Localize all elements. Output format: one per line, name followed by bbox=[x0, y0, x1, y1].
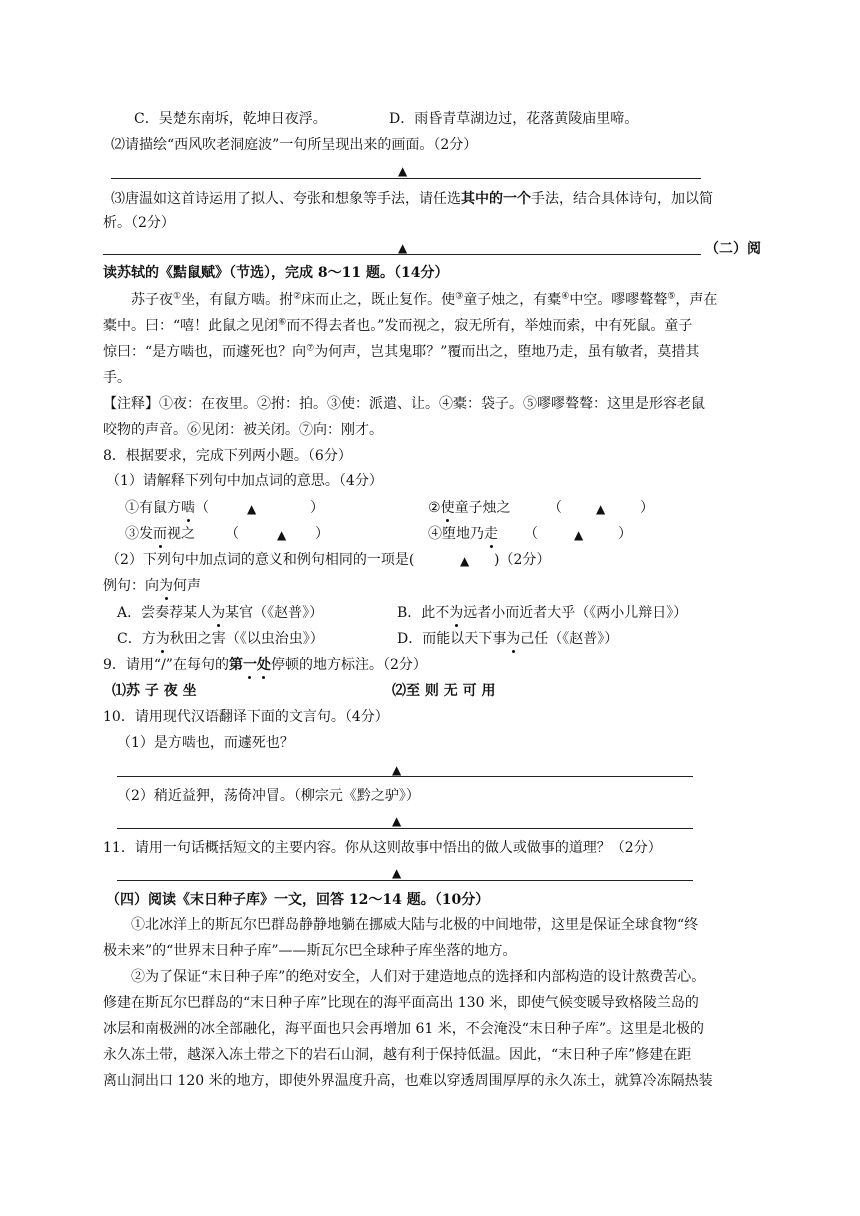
answer-mark-8-4: ▲ bbox=[574, 528, 584, 542]
footnote-mark: ② bbox=[293, 291, 302, 302]
answer-mark-8-sub-2: ▲ bbox=[460, 554, 470, 568]
answer-mark-8-2: ▲ bbox=[596, 502, 606, 516]
question-10: 10．请用现代汉语翻译下面的文言句。（4分） bbox=[103, 709, 389, 725]
dotted-word: 为 bbox=[155, 631, 170, 647]
q8-item-4-close: ） bbox=[618, 526, 632, 542]
option-c-q8 bbox=[117, 629, 324, 649]
dotted-word: 为 bbox=[159, 578, 173, 594]
notes-line-2: 咬物的声音。⑥见闭：被关闭。⑦向：刚才。 bbox=[103, 422, 383, 438]
answer-line-10-1 bbox=[117, 776, 693, 777]
dotted-word: 走 bbox=[484, 526, 498, 542]
section-heading-tail: （二）阅 bbox=[705, 241, 761, 257]
answer-line-q2 bbox=[111, 178, 701, 179]
q8-item-3-close: ） bbox=[315, 526, 329, 542]
item-text: ①有鼠方 bbox=[125, 500, 181, 516]
passage-text: 童子烛之，有橐 bbox=[463, 292, 562, 308]
q8-item-1 bbox=[125, 498, 209, 518]
section-heading: 读苏轼的《黠鼠赋》（节选），完成 8～11 题。（14分） bbox=[103, 265, 449, 281]
option-c: C．吴楚东南坼，乾坤日夜浮。 bbox=[134, 111, 327, 127]
q9-sentence-1: ⑴苏 子 夜 坐 bbox=[112, 683, 197, 699]
passage-text: 橐中。曰：“嘻！此鼠之见闭 bbox=[103, 318, 279, 334]
q9-text: 9．请用“/”在每句的 bbox=[103, 657, 229, 673]
passage-text: 而不得去者也。”发而视之，寂无所有，举烛而索，中有死鼠。童子 bbox=[286, 318, 693, 334]
dotted-word: 啮 bbox=[181, 500, 195, 516]
option-d: D．雨昏青草湖边过，花落黄陵庙里啼。 bbox=[389, 111, 639, 127]
option-a bbox=[117, 603, 323, 623]
footnote-mark: ⑤ bbox=[667, 291, 676, 302]
option-text: 秋田之害（《以虫治虫》） bbox=[169, 631, 324, 647]
section-4-heading: （四）阅读《末日种子库》一文，回答 12～14 题。（10分） bbox=[106, 892, 490, 908]
notes-line-1: 【注释】①夜：在夜里。②拊：拍。③使：派遣、让。④橐：袋子。⑤嘐嘐聱聱：这里是形容老鼠 bbox=[103, 396, 705, 412]
answer-mark-11: ▲ bbox=[392, 866, 402, 880]
option-text: A．尝奏荐某人 bbox=[117, 605, 212, 621]
answer-mark-q2: ▲ bbox=[398, 164, 408, 178]
q9-text: 停顿的地方标注。（2分） bbox=[270, 657, 427, 673]
option-text: D．而能以天下事 bbox=[397, 631, 507, 647]
question-8-sub-2: （2）下列句中加点词的意义和例句相同的一项是( bbox=[106, 552, 415, 568]
option-text: 己任（《赵普》） bbox=[520, 631, 619, 647]
q10-sentence-1: （1）是方啮也，而遽死也？ bbox=[117, 735, 294, 751]
example-text: 例句：向 bbox=[103, 578, 159, 594]
q3-text-a: ⑶唐温如这首诗运用了拟人、夸张和想象等手法，请任选 bbox=[111, 191, 461, 207]
q3-text-bold: 其中的一个 bbox=[461, 191, 531, 207]
item-text: （ bbox=[195, 500, 209, 516]
q8-item-1-close: ） bbox=[310, 500, 324, 516]
dotted-word: 处 bbox=[256, 657, 271, 673]
question-9 bbox=[103, 655, 427, 675]
q8-item-4-open: （ bbox=[524, 526, 538, 542]
option-b bbox=[397, 603, 687, 623]
option-text: C．方 bbox=[117, 631, 156, 647]
footnote-mark: ④ bbox=[561, 291, 570, 302]
answer-line-11 bbox=[117, 880, 693, 881]
q9-bold: 第 bbox=[228, 657, 243, 673]
question-11: 11．请用一句话概括短文的主要内容。你从这则故事中悟出的做人或做事的道理？（2分） bbox=[103, 840, 662, 856]
sec4-p2-line-5: 离山洞出口 120 米的地方，即使外界温度升高，也难以穿透周围厚厚的永久冻土，就算冷冻隔热装 bbox=[103, 1073, 713, 1089]
example-sentence bbox=[103, 576, 201, 596]
q8-item-3 bbox=[125, 524, 195, 544]
item-text: ③发 bbox=[125, 526, 153, 542]
question-3-line-1 bbox=[111, 189, 713, 209]
q3-text-b: 手法，结合具体诗句，加以简 bbox=[531, 191, 713, 207]
q8-item-2-open: （ bbox=[548, 500, 562, 516]
passage-text: ，声在 bbox=[675, 292, 718, 308]
passage-line-2 bbox=[103, 316, 692, 336]
question-2: ⑵请描绘“西风吹老洞庭波”一句所呈现出来的画面。（2分） bbox=[111, 137, 478, 153]
passage-line-4: 手。 bbox=[103, 370, 131, 386]
dotted-word: 为 bbox=[449, 605, 464, 621]
passage-text: 为何声，岂其鬼耶？”覆而出之，堕地乃走，虽有敏者，莫措其 bbox=[314, 344, 700, 360]
answer-mark-10-1: ▲ bbox=[392, 763, 402, 777]
question-3-line-2: 析。（2分） bbox=[103, 215, 175, 231]
sec4-p2-line-3: 冰层和南极洲的冰全部融化，海平面也只会再增加 61 米，不会淹没“末日种子库”。这里是北极的 bbox=[103, 1021, 705, 1037]
q8-item-3-open: （ bbox=[225, 526, 239, 542]
answer-mark-8-3: ▲ bbox=[277, 528, 287, 542]
question-8-sub-2-tail: )（2分） bbox=[494, 552, 551, 568]
item-text: ② bbox=[428, 500, 441, 516]
q8-item-2-close: ） bbox=[640, 500, 654, 516]
q8-item-4 bbox=[428, 524, 498, 544]
sec4-p1-line-2: 极未来”的“世界末日种子库”——斯瓦尔巴全球种子库坐落的地方。 bbox=[103, 943, 517, 959]
answer-line-q3 bbox=[103, 254, 701, 255]
question-8: 8．根据要求，完成下列两小题。（6分） bbox=[103, 448, 352, 464]
option-text: B．此不 bbox=[397, 605, 450, 621]
answer-mark-8-1: ▲ bbox=[247, 502, 257, 516]
option-text: 某官（《赵普》） bbox=[225, 605, 324, 621]
item-text: 视之 bbox=[167, 526, 195, 542]
answer-mark-10-2: ▲ bbox=[392, 814, 402, 828]
footnote-mark: ① bbox=[173, 291, 182, 302]
example-text: 何声 bbox=[173, 578, 201, 594]
passage-text: 坐，有鼠方啮。拊 bbox=[181, 292, 294, 308]
q10-sentence-2: （2）稍近益狎，荡倚冲冒。（柳宗元《黔之驴》） bbox=[117, 788, 420, 804]
dotted-word: 一 bbox=[242, 657, 257, 673]
option-d-q8 bbox=[397, 629, 618, 649]
item-text: ④堕地乃 bbox=[428, 526, 484, 542]
sec4-p2-line-4: 永久冻土带，越深入冻土带之下的岩石山洞，越有利于保持低温。因此，“末日种子库”修建在距 bbox=[103, 1047, 692, 1063]
answer-mark-q3: ▲ bbox=[398, 241, 408, 255]
dotted-word: 使 bbox=[440, 500, 455, 516]
dotted-word: 为 bbox=[211, 605, 226, 621]
footnote-mark: ③ bbox=[455, 291, 464, 302]
passage-text: 床而止之，既止复作。使 bbox=[301, 292, 456, 308]
passage-text: 中空。嘐嘐聱聱 bbox=[569, 292, 668, 308]
q8-item-2 bbox=[428, 498, 511, 518]
passage-line-1 bbox=[131, 290, 717, 310]
sec4-p2-line-2: 修建在斯瓦尔巴群岛的“末日种子库”比现在的海平面高出 130 米，即使气候变暖导致格陵兰岛的 bbox=[103, 995, 699, 1011]
answer-line-10-2 bbox=[117, 828, 693, 829]
option-text: 远者小而近者大乎（《两小儿辩日》） bbox=[463, 605, 688, 621]
sec4-p1-line-1: ①北冰洋上的斯瓦尔巴群岛静静地躺在挪威大陆与北极的中间地带，这里是保证全球食物“终 bbox=[131, 917, 699, 933]
sec4-p2-line-1: ②为了保证“末日种子库”的绝对安全，人们对于建造地点的选择和内部构造的设计熬费苦心。 bbox=[131, 969, 706, 985]
question-8-sub-1: （1）请解释下列句中加点词的意思。（4分） bbox=[106, 473, 383, 489]
item-text: 童子烛之 bbox=[454, 500, 511, 516]
footnote-mark: ⑦ bbox=[306, 343, 315, 354]
passage-text: 苏子夜 bbox=[131, 292, 173, 308]
dotted-word: 而 bbox=[153, 526, 167, 542]
dotted-word: 为 bbox=[506, 631, 521, 647]
footnote-mark: ⑥ bbox=[278, 317, 287, 328]
q9-sentence-2: ⑵至 则 无 可 用 bbox=[392, 683, 496, 699]
passage-text: 惊曰：“是方啮也，而遽死也？向 bbox=[103, 344, 307, 360]
passage-line-3 bbox=[103, 342, 699, 362]
